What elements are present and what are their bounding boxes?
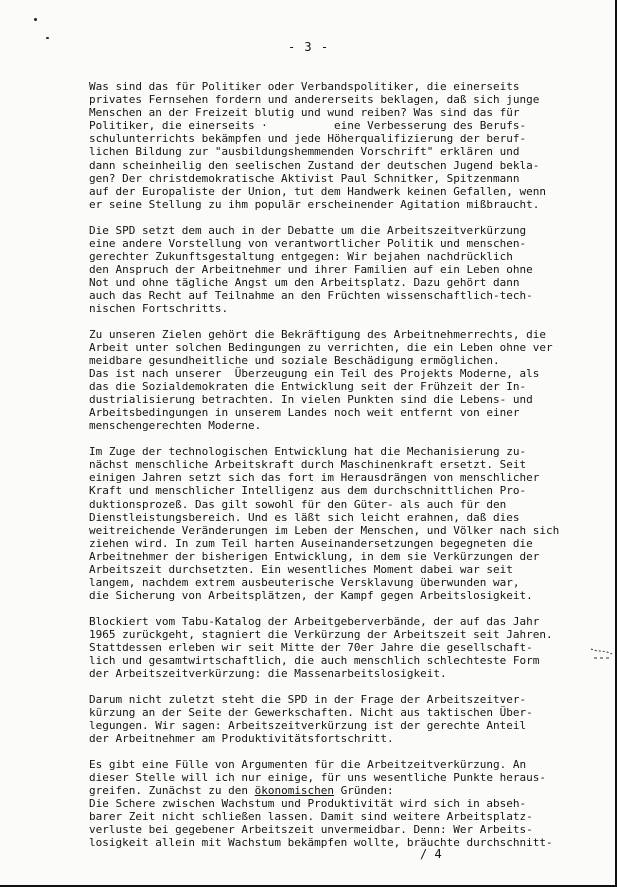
underlined-phrase: ökonomischen	[254, 784, 335, 798]
text-line: auf der Europaliste der Union, tut dem Handwerk keinen Gefallen, wenn	[89, 184, 546, 198]
text-line: Zu unseren Zielen gehört die Bekräftigung des Arbeitnehmerrechts, die	[89, 327, 546, 341]
paragraph-2	[89, 224, 609, 316]
text-line: Das ist nach unserer Überzeugung ein Teil des Projekts Moderne, als	[89, 367, 540, 381]
document-body	[89, 80, 609, 862]
text-line: losigkeit allein mit Wachstum bekämpfen wollte, bräuchte durchschnitt-	[89, 836, 553, 850]
text-fragment: greifen. Zunächst zu den	[89, 784, 255, 798]
paragraph-3	[89, 328, 609, 433]
text-line: gen? Der christdemokratische Aktivist Paul Schnitker, Spitzenmann	[89, 171, 520, 185]
text-line: barer Zeit nicht schließen lassen. Damit sind weitere Arbeitsplatz-	[89, 810, 533, 824]
paragraph-7	[89, 758, 609, 850]
text-line: menschengerechten Moderne.	[89, 419, 262, 433]
text-line: ziehen wird. In zum Teil harten Auseinandersetzungen begegneten die	[89, 536, 533, 550]
paragraph-5	[89, 615, 609, 680]
text-line: Die Schere zwischen Wachstum und Produktivität wird sich in abseh-	[89, 797, 527, 811]
text-line: Kraft und menschlicher Intelligenz aus dem durchschnittlichen Pro-	[89, 484, 527, 498]
text-line: Arbeitnehmer der bisherigen Entwicklung, in dem sie Verkürzungen der	[89, 549, 540, 563]
text-line: die Sicherung von Arbeitsplätzen, der Kampf gegen Arbeitslosigkeit.	[89, 589, 533, 603]
paragraph-6	[89, 693, 609, 745]
text-fragment: Gründen:	[334, 784, 394, 798]
text-line: Arbeitszeit durchsetzten. Ein wesentliches Moment dabei war seit	[89, 562, 513, 576]
text-line: privates Fernsehen fordern und andererseits beklagen, daß sich junge	[89, 93, 540, 107]
text-line: dieser Stelle will ich nur einige, für uns wesentliche Punkte heraus-	[89, 770, 546, 784]
text-line: Blockiert vom Tabu-Katalog der Arbeitgeberverbände, der auf das Jahr	[89, 614, 540, 628]
text-line: nächst menschliche Arbeitskraft durch Maschinenkraft ersetzt. Seit	[89, 458, 527, 472]
text-line: legungen. Wir sagen: Arbeitszeitverkürzung ist der gerechte Anteil	[89, 719, 527, 733]
text-line: Es gibt eine Fülle von Argumenten für die Arbeitzeitverkürzung. An	[89, 757, 527, 771]
paragraph-4	[89, 445, 609, 602]
page-number: - 3 -	[287, 40, 330, 54]
text-line: lich und gesamtwirtschaftlich, die auch menschlich schlechteste Form	[89, 654, 540, 668]
text-line: der Arbeitnehmer am Produktivitätsfortschritt.	[89, 732, 394, 746]
text-line: Dienstleistungsbereich. Und es läßt sich leicht erahnen, daß dies	[89, 510, 520, 524]
handwritten-mark	[590, 646, 614, 662]
text-line: duktionsprozeß. Das gilt sowohl für den Güter- als auch für den	[89, 497, 507, 511]
text-line: Arbeit unter solchen Bedingungen zu verrichten, die ein Leben ohne ver	[89, 340, 553, 354]
text-line: Arbeitsbedingungen in unserem Landes noch weit entfernt von einer	[89, 406, 520, 420]
text-line: der Arbeitszeitverkürzung: die Massenarbeitslosigkeit.	[89, 667, 447, 681]
text-line: Darum nicht zuletzt steht die SPD in der Frage der Arbeitszeitver-	[89, 692, 527, 706]
text-line: weitreichende Veränderungen im Leben der Menschen, und Völker nach sich	[89, 523, 560, 537]
text-line: auch das Recht auf Teilnahme an den Früchten wissenschaftlich-tech-	[89, 289, 533, 302]
text-line: einigen Jahren setzt sich das fort im Herausdrängen von menschlicher	[89, 471, 540, 485]
text-line: Stattdessen erleben wir seit Mitte der 70er Jahre die gesellschaft-	[89, 641, 533, 655]
text-line: Die SPD setzt dem auch in der Debatte um die Arbeitszeitverkürzung	[89, 223, 527, 237]
text-line: dustrialisierung betrachten. In vielen Punkten sind die Lebens- und	[89, 393, 533, 407]
text-line: Politiker, die einerseits · eine Verbesserung des Berufs-	[89, 119, 527, 133]
text-line: meidbare gesundheitliche und soziale Beschädigung ermöglichen.	[89, 353, 500, 367]
text-line: dann scheinheilig den seelischen Zustand der deutschen Jugend bekla-	[89, 158, 540, 172]
text-line: langem, nachdem extrem ausbeuterische Versklavung überwunden war,	[89, 576, 520, 590]
scan-speck	[34, 18, 37, 21]
scan-speck	[46, 37, 49, 39]
text-line: das die Sozialdemokraten die Entwicklung seit der Frühzeit der In-	[89, 380, 527, 394]
text-line: verluste bei gegebener Arbeitszeit unvermeidbar. Denn: Wer Arbeits-	[89, 823, 533, 837]
text-line: Not und ohne tägliche Angst um den Arbeitsplatz. Dazu gehört dann	[89, 275, 520, 289]
text-line: den Anspruch der Arbeitnehmer und ihrer Familien auf ein Leben ohne	[89, 262, 533, 276]
text-line: kürzung an der Seite der Gewerkschaften. Nicht aus taktischen Über-	[89, 706, 533, 719]
text-line: gerechter Zukunftsgestaltung entgegen: Wir bejahen nachdrücklich	[89, 249, 513, 263]
paragraph-1	[89, 80, 609, 211]
text-line: schulunterrichts bekämpfen und jede Höherqualifizierung der beruf-	[89, 132, 527, 146]
text-line: er seine Stellung zu ihm populär erscheinender Agitation mißbraucht.	[89, 197, 540, 211]
text-line: Menschen an der Freizeit blutig und wund reiben? Was sind das für	[89, 106, 520, 120]
text-line: lichen Bildung zur "ausbildungshemmenden Vorschrift" erklären und	[89, 145, 520, 159]
text-line: 1965 zurückgeht, stagniert die Verkürzung der Arbeitszeit seit Jahren.	[89, 627, 553, 641]
text-line: nischen Fortschritts.	[89, 302, 229, 316]
text-line-with-underline	[89, 784, 609, 797]
text-line: eine andere Vorstellung von verantwortlicher Politik und menschen-	[89, 236, 527, 250]
text-line: Was sind das für Politiker oder Verbandspolitiker, die einerseits	[89, 80, 520, 93]
continuation-marker: / 4	[420, 847, 442, 861]
text-line: Im Zuge der technologischen Entwicklung hat die Mechanisierung zu-	[89, 445, 527, 459]
